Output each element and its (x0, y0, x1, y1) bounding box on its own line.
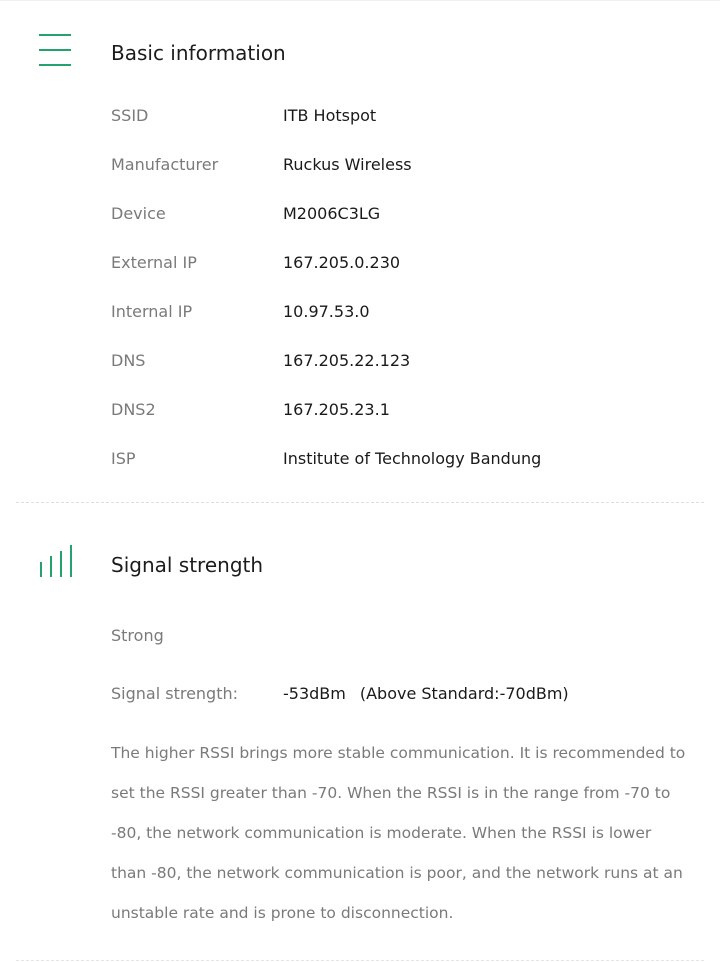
bottom-rule (16, 960, 704, 961)
internal-ip-value: 10.97.53.0 (283, 302, 370, 321)
ssid-value: ITB Hotspot (283, 106, 377, 125)
device-value: M2006C3LG (283, 204, 381, 223)
info-row-isp (0, 449, 720, 473)
dns-value: 167.205.22.123 (283, 351, 411, 370)
info-row-external-ip (0, 253, 720, 277)
signal-status: Strong (111, 626, 164, 645)
info-row-manufacturer (0, 155, 720, 179)
external-ip-label: External IP (111, 253, 197, 272)
signal-description: The higher RSSI brings more stable communication. It is recommended to set the RSSI greater than -70. When the RSSI is in the range from -70 to -80, the network communication is moderate. When the RSSI is lower than -80, the network communication is poor, and the network runs at an unstable rate and is prone to disconnection. (111, 744, 686, 922)
internal-ip-label: Internal IP (111, 302, 193, 321)
signal-standard: (Above Standard:-70dBm) (359, 684, 569, 703)
dns2-label: DNS2 (111, 400, 156, 419)
dns2-value: 167.205.23.1 (283, 400, 390, 419)
signal-strength-label: Signal strength: (111, 684, 239, 703)
info-row-ssid (0, 106, 720, 130)
ssid-label: SSID (111, 106, 149, 125)
menu-lines-icon (38, 33, 72, 67)
signal-strength-title: Signal strength (111, 553, 264, 577)
isp-label: ISP (111, 449, 136, 468)
manufacturer-value: Ruckus Wireless (283, 155, 412, 174)
info-row-dns (0, 351, 720, 375)
isp-value: Institute of Technology Bandung (283, 449, 542, 468)
signal-strength-value: -53dBm (283, 684, 346, 703)
info-row-internal-ip (0, 302, 720, 326)
info-row-dns2 (0, 400, 720, 424)
external-ip-value: 167.205.0.230 (283, 253, 401, 272)
signal-bars-icon (38, 545, 74, 579)
device-label: Device (111, 204, 166, 223)
info-row-device (0, 204, 720, 228)
manufacturer-label: Manufacturer (111, 155, 219, 174)
basic-information-title: Basic information (111, 41, 286, 65)
signal-strength-readout (283, 684, 569, 703)
dns-label: DNS (111, 351, 146, 370)
